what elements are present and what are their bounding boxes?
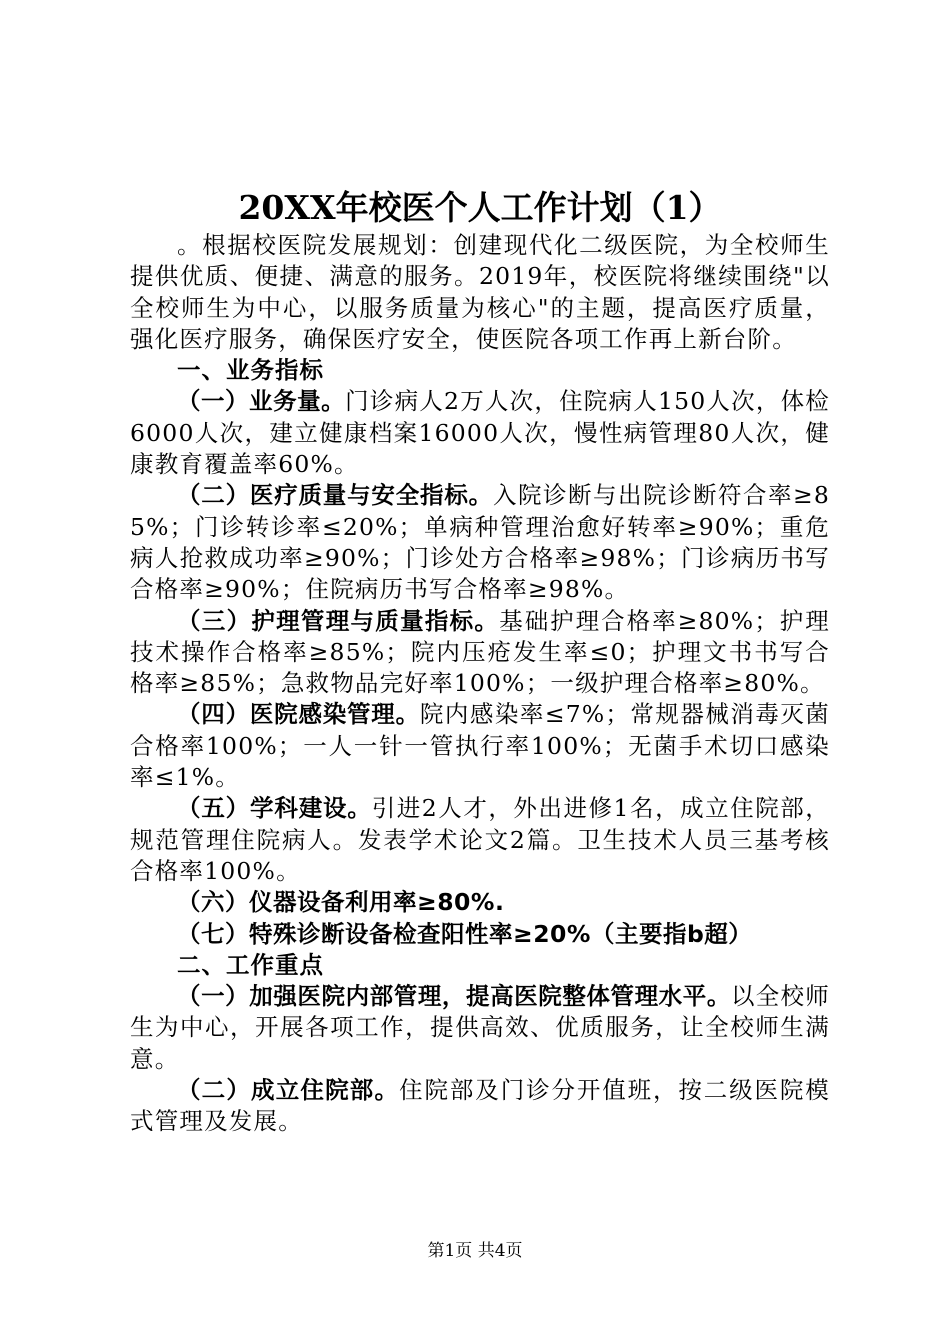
item-text: 门诊病人2万人次，住院病人150人次，体检6000人次，建立健康档案16000人次，慢性病管理80人次，健康教育覆盖率60%。 (130, 387, 830, 479)
item-text: 入院诊断与出院诊断符合率≥85%；门诊转诊率≤20%；单病种管理治愈好转率≥90%；重危病人抢救成功率≥90%；门诊处方合格率≥98%；门诊病历书写合格率≥90%；住院病历书写合格率≥98%。 (130, 481, 831, 604)
page-footer: 第1页 共4页 (427, 1241, 523, 1261)
item-discipline-building (130, 793, 830, 887)
section-heading-business-indicators: 一、业务指标 (177, 356, 324, 385)
item-text: 住院部及门诊分开值班，按二级医院模式管理及发展。 (130, 1076, 830, 1136)
item-equipment-utilization (130, 887, 830, 918)
item-diagnostic-positive-rate (130, 919, 830, 950)
item-lead: （五）学科建设。 (177, 794, 372, 823)
document-title: 20XX年校医个人工作计划（1） (238, 188, 722, 227)
item-lead: （一）加强医院内部管理，提高医院整体管理水平。 (177, 982, 731, 1011)
item-medical-quality (130, 480, 830, 605)
item-lead: （三）护理管理与质量指标。 (177, 606, 500, 635)
item-lead: （二）成立住院部。 (177, 1076, 400, 1105)
item-infection-management (130, 699, 830, 793)
item-text: 基础护理合格率≥80%；护理技术操作合格率≥85%；院内压疮发生率≤0；护理文书书写合格率≥85%；急救物品完好率100%；一级护理合格率≥80%。 (130, 606, 830, 698)
intro-paragraph: 。根据校医院发展规划：创建现代化二级医院，为全校师生提供优质、便捷、满意的服务。2019年，校医院将继续围绕"以全校师生为中心，以服务质量为核心"的主题，提高医疗质量，强化医疗服务，确保医疗安全，使医院各项工作再上新台阶。 (130, 231, 830, 353)
item-lead: （一）业务量。 (177, 387, 346, 416)
item-lead: （六）仪器设备利用率≥80%. (177, 888, 505, 917)
item-text: 院内感染率≤7%；常规器械消毒灭菌合格率100%；一人一针一管执行率100%；无菌手术切口感染率≤1%。 (130, 700, 831, 792)
item-internal-management (130, 981, 830, 1075)
section-heading-work-focus: 二、工作重点 (177, 950, 324, 979)
item-lead: （七）特殊诊断设备检查阳性率≥20%（主要指b超） (177, 919, 753, 948)
item-nursing-quality (130, 606, 830, 700)
item-lead: （四）医院感染管理。 (177, 700, 420, 729)
document-page (130, 186, 830, 1138)
item-inpatient-department (130, 1075, 830, 1138)
item-text: 以全校师生为中心，开展各项工作，提供高效、优质服务，让全校师生满意。 (130, 982, 830, 1073)
item-text: 引进2人才，外出进修1名，成立住院部，规范管理住院病人。发表学术论文2篇。卫生技术人员三基考核合格率100%。 (130, 794, 831, 885)
item-lead: （二）医疗质量与安全指标。 (177, 481, 493, 510)
item-business-volume (130, 386, 830, 480)
